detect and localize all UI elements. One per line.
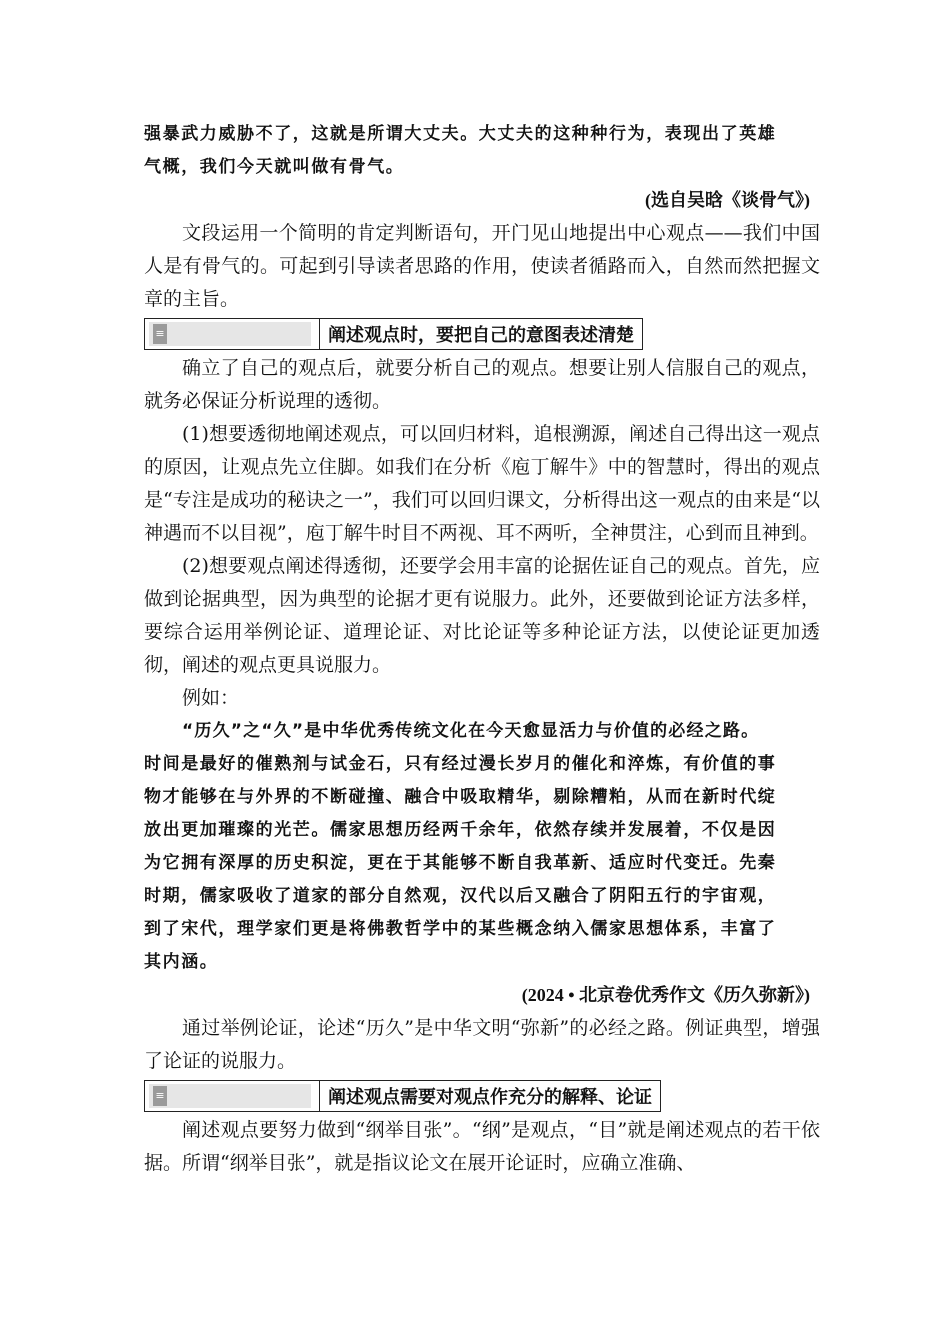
quote-source: (2024 • 北京卷优秀作文《历久弥新》) (521, 985, 810, 1005)
quote-line: 强暴武力威胁不了，这就是所谓大丈夫。大丈夫的这种种行为，表现出了英雄 (144, 124, 777, 144)
quote-line: 到了宋代，理学家们更是将佛教哲学中的某些概念纳入儒家思想体系，丰富了 (144, 919, 777, 939)
quote-line: 其内涵。 (144, 952, 219, 972)
list-icon: ≡ (153, 1086, 167, 1106)
quote-source: (选自吴晗《谈骨气》) (645, 190, 810, 210)
quote-line: 放出更加璀璨的光芒。儒家思想历经两千余年，依然存续并发展着，不仅是因 (144, 820, 777, 840)
body-paragraph: (2)想要观点阐述得透彻，还要学会用丰富的论据佐证自己的观点。首先，应做到论据典型，因为典型的论据才更有说服力。此外，还要做到论证方法多样，要综合运用举例论证、道理论证、对比论证等多种论证方法，以使论证更加透彻，阐述的观点更具说服力。 (144, 555, 820, 676)
quote-line: 物才能够在与外界的不断碰撞、融合中吸取精华，剔除糟粕，从而在新时代绽 (144, 787, 777, 807)
quote-line: 时间是最好的催熟剂与试金石，只有经过漫长岁月的催化和淬炼，有价值的事 (144, 754, 777, 774)
analysis-paragraph: 通过举例论证，论述“历久”是中华文明“弥新”的必经之路。例证典型，增强了论证的说服力。 (144, 1017, 820, 1072)
example-label: 例如： (182, 687, 240, 709)
document-page (144, 118, 820, 1180)
quote-line: 气概，我们今天就叫做有骨气。 (144, 157, 405, 177)
section-heading (144, 318, 643, 350)
body-paragraph: 确立了自己的观点后，就要分析自己的观点。想要让别人信服自己的观点，就务必保证分析说理的透彻。 (144, 357, 820, 412)
section-heading-bar (149, 322, 311, 346)
section-heading-title: 阐述观点需要对观点作充分的解释、论证 (319, 1080, 661, 1112)
quote-line: 为它拥有深厚的历史积淀，更在于其能够不断自我革新、适应时代变迁。先秦 (144, 853, 777, 873)
section-heading (144, 1080, 661, 1112)
analysis-paragraph: 文段运用一个简明的肯定判断语句，开门见山地提出中心观点——我们中国人是有骨气的。可起到引导读者思路的作用，使读者循路而入，自然而然把握文章的主旨。 (144, 222, 820, 310)
section-heading-title: 阐述观点时，要把自己的意图表述清楚 (319, 318, 643, 350)
section-heading-label-box (144, 318, 319, 350)
quote-line: 时期，儒家吸收了道家的部分自然观，汉代以后又融合了阴阳五行的宇宙观， (144, 886, 777, 906)
quote-line: “历久”之“久”是中华优秀传统文化在今天愈显活力与价值的必经之路。 (182, 721, 760, 741)
example-quote (144, 715, 820, 1012)
top-quote (144, 118, 820, 217)
body-paragraph: (1)想要透彻地阐述观点，可以回归材料，追根溯源，阐述自己得出这一观点的原因，让观点先立住脚。如我们在分析《庖丁解牛》中的智慧时，得出的观点是“专注是成功的秘诀之一”，我们可以回归课文，分析得出这一观点的由来是“以神遇而不以目视”，庖丁解牛时目不两视、耳不两听，全神贯注，心到而且神到。 (144, 423, 820, 544)
section-heading-label-box (144, 1080, 319, 1112)
body-paragraph: 阐述观点要努力做到“纲举目张”。“纲”是观点，“目”就是阐述观点的若干依据。所谓“纲举目张”，就是指议论文在展开论证时，应确立准确、 (144, 1119, 820, 1174)
section-heading-bar (149, 1084, 311, 1108)
list-icon: ≡ (153, 324, 167, 344)
